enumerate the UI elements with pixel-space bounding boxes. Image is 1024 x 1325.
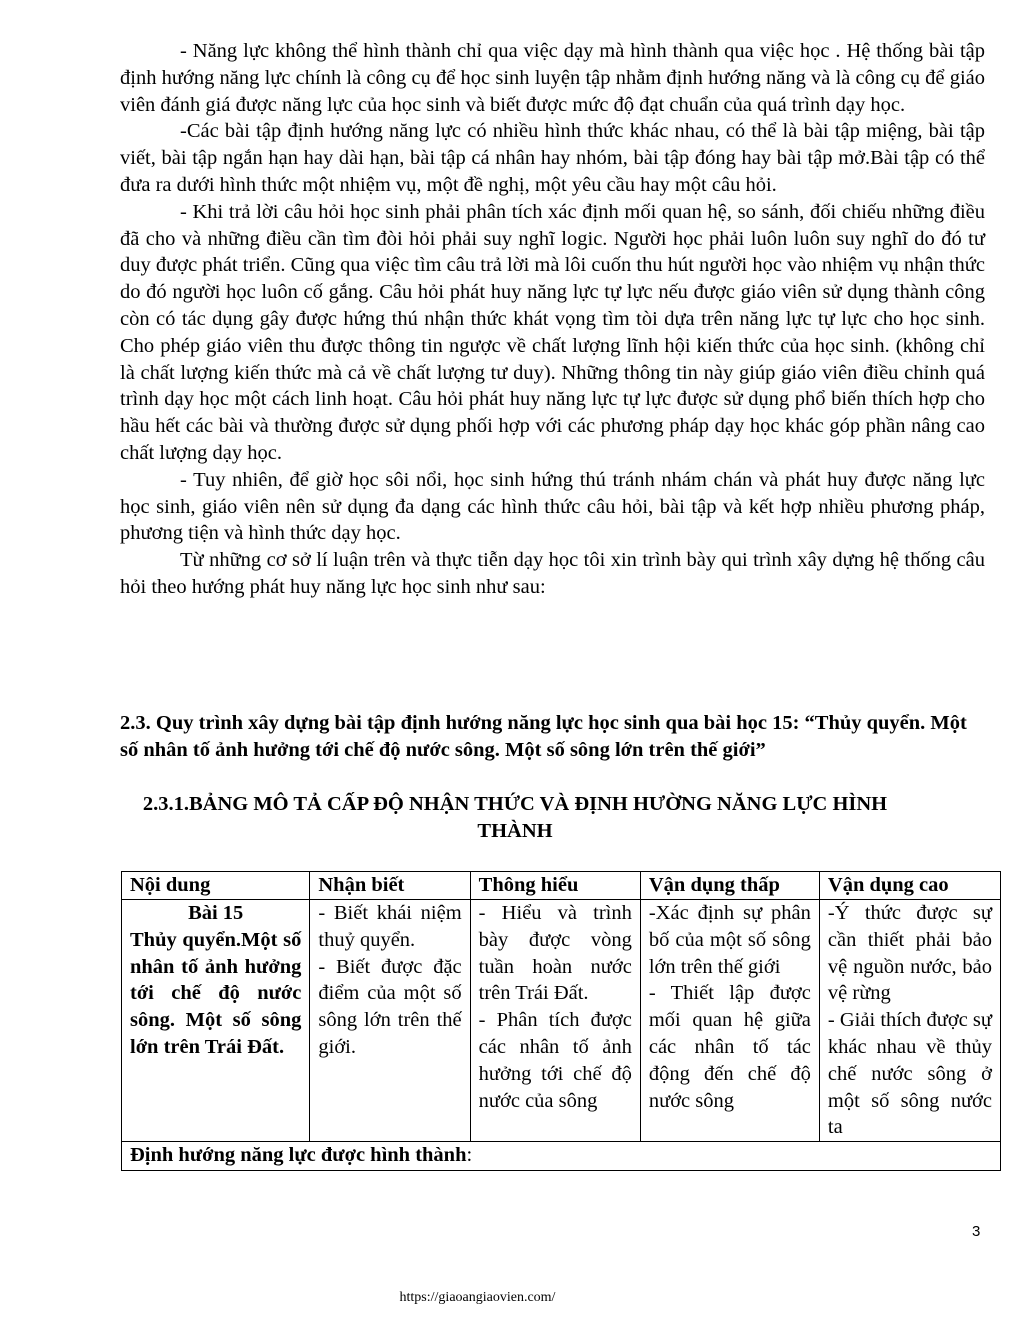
cognitive-level-table <box>121 871 1001 1171</box>
thong-hieu-cell <box>470 900 640 1142</box>
thong-hieu-item-2: - Phân tích được các nhân tố ảnh hưởng tới chế độ nước của sông <box>478 1009 632 1112</box>
page-number: 3 <box>972 1223 981 1240</box>
nhan-biet-item-2: - Biết được đặc điểm của một số sông lớn trên thế giới. <box>318 955 462 1058</box>
nhan-biet-item-1: - Biết khái niệm thuỷ quyển. <box>318 902 462 951</box>
header-van-dung-cao: Vận dụng cao <box>819 872 1000 900</box>
subsection-heading: 2.3.1.BẢNG MÔ TẢ CẤP ĐỘ NHẬN THỨC VÀ ĐỊNH HƯỜNG NĂNG LỰC HÌNH THÀNH <box>142 793 888 842</box>
thong-hieu-item-1: - Hiểu và trình bày được vòng tuần hoàn nước trên Trái Đất. <box>478 902 632 1005</box>
table-row <box>122 900 1001 1142</box>
section-heading: 2.3. Quy trình xây dựng bài tập định hướng năng lực học sinh qua bài học 15: “Thủy quyển. Một số nhân tố ảnh hưởng tới chế độ nước sông. Một số sông lớn trên thế giới” <box>120 712 967 761</box>
footer-url: https://giaoangiaovien.com/ <box>399 1290 556 1305</box>
nhan-biet-cell <box>310 900 470 1142</box>
body-text <box>120 38 985 601</box>
lesson-cell <box>122 900 310 1142</box>
van-dung-thap-cell <box>640 900 819 1142</box>
paragraph-4: - Tuy nhiên, để giờ học sôi nổi, học sinh hứng thú tránh nhám chán và phát huy được năng lực học sinh, giáo viên nên sử dụng đa dạng các hình thức câu hỏi, bài tập và kết hợp nhiều phương pháp, phương tiện và hình thức dạy học. <box>120 468 985 545</box>
paragraph-3: - Khi trả lời câu hỏi học sinh phải phân tích xác định mối quan hệ, so sánh, đối chiếu những điều đã cho và những điều cần tìm đòi hỏi phải suy nghĩ logic. Người học phải luôn luôn suy nghĩ do đó tư duy được phát triển. Cũng qua việc tìm câu trả lời mà lôi cuốn thu hút người học vào nhiệm vụ nhận thức do đó người học luôn cố gắng. Câu hỏi phát huy năng lực tự lực nếu được giáo viên sử dụng thành công còn có tác dụng gây được hứng thú nhận thức khát vọng tìm tòi dựa trên năng lực tự lực cho học sinh. Cho phép giáo viên thu được thông tin ngược về chất lượng lĩnh hội kiến thức của học sinh. (không chỉ là chất lượng kiến thức mà cả về chất lượng tư duy). Những thông tin này giúp giáo viên điều chỉnh quá trình dạy học một cách linh hoạt. Câu hỏi phát huy năng lực tự lực được sử dụng phổ biến thích hợp cho hầu hết các bài và thường được sử dụng phối hợp với các phương pháp dạy học khác góp phần nâng cao chất lượng dạy học. <box>120 200 985 464</box>
table-footer-row <box>122 1142 1001 1171</box>
header-noi-dung: Nội dung <box>122 872 310 900</box>
paragraph-1: - Năng lực không thể hình thành chỉ qua việc dạy mà hình thành qua việc học . Hệ thống bài tập định hướng năng lực chính là công cụ để học sinh luyện tập nhằm định hướng năng và là công cụ để giáo viên đánh giá được năng lực của học sinh và biết được mức độ đạt chuẩn của quá trình dạy học. <box>120 40 985 116</box>
competency-orientation-label: Định hướng năng lực được hình thành <box>130 1144 467 1167</box>
table-header-row <box>122 872 1001 900</box>
header-nhan-biet: Nhận biết <box>310 872 470 900</box>
lesson-number: Bài 15 <box>188 902 244 924</box>
header-van-dung-thap: Vận dụng thấp <box>640 872 819 900</box>
van-dung-cao-cell <box>819 900 1000 1142</box>
van-dung-thap-item-2: - Thiết lập được mối quan hệ giữa các nhân tố tác động đến chế độ nước sông <box>648 982 811 1112</box>
van-dung-cao-item-1: -Ý thức được sự cần thiết phải bảo vệ nguồn nước, bảo vệ rừng <box>827 902 992 1005</box>
lesson-title: Thủy quyển.Một số nhân tố ảnh hưởng tới chế độ nước sông. Một số sông lớn trên Trái Đất. <box>130 928 302 1058</box>
paragraph-2: -Các bài tập định hướng năng lực có nhiều hình thức khác nhau, có thể là bài tập miệng, bài tập viết, bài tập ngắn hạn hay dài hạn, bài tập cá nhân hay nhóm, bài tập đóng hay bài tập mở.Bài tập có thể đưa ra dưới hình thức một nhiệm vụ, một đề nghị, một yêu cầu hay một câu hỏi. <box>120 120 985 196</box>
competency-orientation-cell <box>122 1142 1001 1171</box>
competency-orientation-colon: : <box>466 1144 473 1167</box>
paragraph-5: Từ những cơ sở lí luận trên và thực tiễn dạy học tôi xin trình bày qui trình xây dựng hệ thống câu hỏi theo hướng phát huy năng lực học sinh như sau: <box>120 549 985 598</box>
van-dung-thap-item-1: -Xác định sự phân bố của một số sông lớn trên thế giới <box>648 902 811 978</box>
van-dung-cao-item-2: - Giải thích được sự khác nhau về thủy chế nước sông ở một số sông nước ta <box>827 1009 992 1139</box>
header-thong-hieu: Thông hiểu <box>470 872 640 900</box>
